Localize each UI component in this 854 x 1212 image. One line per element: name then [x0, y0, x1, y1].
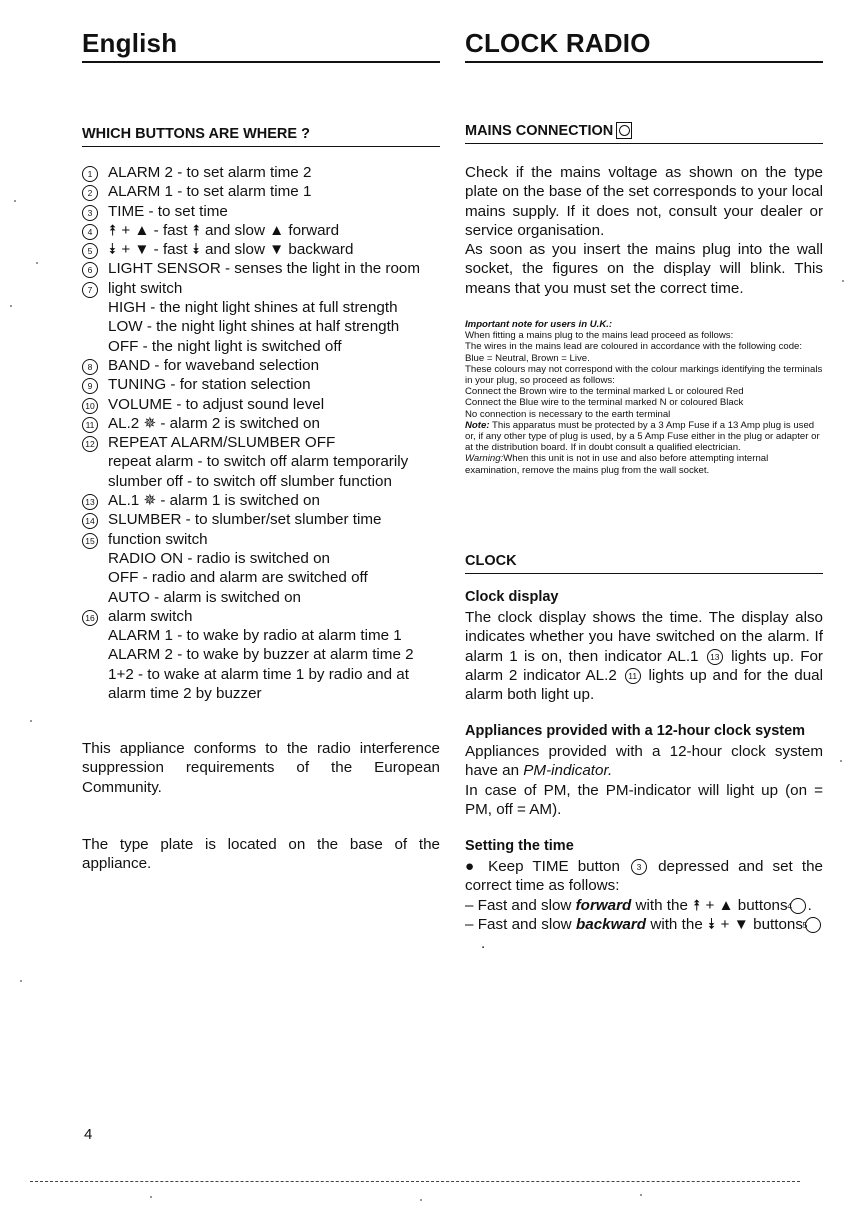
- item-number-circle: 7: [82, 282, 98, 298]
- item-label: ALARM 2 - to set alarm time 2: [108, 164, 312, 181]
- button-list-item: [82, 375, 442, 394]
- item-detail: AUTO - alarm is switched on: [108, 588, 301, 606]
- page-number: 4: [84, 1126, 93, 1143]
- clock-display-text: lights up. For alarm 2 indicator AL.2: [465, 647, 823, 684]
- mains-section-heading: [465, 122, 823, 144]
- uk-note: [465, 319, 823, 476]
- scan-speck: [14, 200, 16, 202]
- button-list-item: [82, 491, 442, 510]
- item-label: TUNING - for station selection: [108, 376, 311, 394]
- item-number-circle: 4: [82, 224, 98, 240]
- interference-paragraph: This appliance conforms to the radio interference suppression requirements of the European Community.: [82, 740, 440, 796]
- item-number-circle: 12: [82, 436, 98, 452]
- button-list-item: [82, 259, 442, 278]
- uk-note-title: Important note for users in U.K.:: [465, 319, 613, 330]
- forward-term: forward: [575, 897, 632, 914]
- button-list-item: [82, 221, 442, 240]
- button-list-item: [82, 163, 442, 182]
- mains-plug-icon: [616, 122, 632, 139]
- clock-section-heading: CLOCK: [465, 553, 823, 574]
- item-label: VOLUME - to adjust sound level: [108, 395, 325, 413]
- item-label: ALARM 1 - to set alarm time 1: [108, 183, 312, 201]
- scan-speck: [640, 1194, 642, 1196]
- button-list-item: [82, 433, 442, 491]
- item-label: ⯭ + ▲ - fast ⯭ and slow ▲ forward: [108, 221, 340, 239]
- item-detail: OFF - radio and alarm are switched off: [108, 569, 368, 587]
- uk-note-line: Connect the Blue wire to the terminal marked N or coloured Black: [465, 397, 744, 409]
- setting-text: Keep TIME button: [488, 858, 620, 875]
- setting-text: with the ⯭ + ▲ buttons: [635, 897, 788, 914]
- twelve-hour-paragraph-2: In case of PM, the PM-indicator will light up (on = PM, off = AM).: [465, 782, 823, 819]
- item-number-circle: 6: [82, 262, 98, 278]
- mains-paragraph-1: Check if the mains voltage as shown on the type plate on the base of the set corresponds to your local mains supply. If it does not, consult your dealer or service organisation.: [465, 164, 823, 239]
- scan-speck: [20, 980, 22, 982]
- button-list-item: [82, 530, 442, 607]
- setting-time-step: [465, 857, 823, 896]
- item-detail: 1+2 - to wake at alarm time 1 by radio and at alarm time 2 by buzzer: [108, 665, 409, 703]
- setting-text: Fast and slow: [477, 916, 572, 933]
- setting-text: with the ⯯ + ▼ buttons: [650, 916, 803, 933]
- setting-forward-step: – Fast and slow forward with the ⯭ + ▲ buttons4 .: [465, 897, 812, 914]
- uk-note-line: The wires in the mains lead are coloured in accordance with the following code: Blue = Neutral, Brown = Live.: [465, 341, 803, 364]
- uk-note-warning: [465, 453, 823, 475]
- clock-display-paragraph: [465, 608, 823, 704]
- item-detail: OFF - the night light is switched off: [108, 337, 342, 355]
- uk-warning-text: When this unit is not in use and also before attempting internal examination, remove the mains plug from the wall socket.: [465, 453, 769, 476]
- item-label: REPEAT ALARM/SLUMBER OFF: [108, 434, 336, 452]
- uk-note-line: When fitting a mains plug to the mains lead proceed as follows:: [465, 330, 734, 342]
- item-label: light switch: [108, 279, 183, 297]
- ref-number: 4: [790, 898, 806, 914]
- uk-note-line: These colours may not correspond with the colour markings identifying the terminals in your plug, so proceed as follows:: [465, 363, 823, 387]
- item-number-circle: 11: [82, 417, 98, 433]
- item-label: function switch: [108, 530, 208, 548]
- clock-display-heading: Clock display: [465, 589, 559, 605]
- page-title: CLOCK RADIO: [465, 28, 823, 63]
- uk-note-line: Connect the Brown wire to the terminal marked L or coloured Red: [465, 386, 744, 398]
- footer-rule: [30, 1181, 800, 1182]
- dash: –: [465, 916, 478, 933]
- item-number-circle: 16: [82, 610, 98, 626]
- clock-display-text: The clock display shows the time. The display also indicates whether you have switched on the alarm. If alarm 1 is on, then indicator AL.1: [465, 609, 823, 665]
- button-list: [82, 163, 442, 703]
- item-detail: ALARM 2 - to wake by buzzer at alarm time 2: [108, 646, 414, 664]
- bullet-icon: ●: [465, 858, 480, 875]
- button-list-item: [82, 395, 442, 414]
- item-detail: RADIO ON - radio is switched on: [108, 549, 330, 567]
- item-label: TIME - to set time: [108, 202, 228, 220]
- item-label: AL.1 ✵ - alarm 1 is switched on: [108, 492, 320, 510]
- setting-time-heading: Setting the time: [465, 838, 574, 854]
- button-list-item: [82, 182, 442, 201]
- scan-speck: [842, 280, 844, 282]
- item-number-circle: 1: [82, 166, 98, 182]
- clock-display-text: lights up and for the dual alarm both light up.: [465, 666, 823, 704]
- item-label: AL.2 ✵ - alarm 2 is switched on: [108, 414, 320, 432]
- item-label: SLUMBER - to slumber/set slumber time: [108, 511, 382, 529]
- button-list-item: [82, 607, 442, 703]
- mains-heading-label: MAINS CONNECTION: [465, 123, 614, 139]
- item-number-circle: 15: [82, 533, 98, 549]
- item-label: LIGHT SENSOR - senses the light in the room: [108, 260, 421, 278]
- scan-speck: [150, 1196, 152, 1198]
- buttons-section-heading: WHICH BUTTONS ARE WHERE ?: [82, 126, 440, 147]
- item-detail: ALARM 1 - to wake by radio at alarm time 1: [108, 627, 402, 645]
- item-number-circle: 5: [82, 243, 98, 259]
- uk-note-fuse: [465, 420, 823, 454]
- button-list-item: [82, 356, 442, 375]
- uk-note-line: No connection is necessary to the earth terminal: [465, 408, 671, 420]
- scan-speck: [30, 720, 32, 722]
- backward-term: backward: [575, 916, 647, 933]
- button-list-item: [82, 279, 442, 356]
- ref-number: 11: [625, 668, 641, 684]
- scan-speck: [36, 262, 38, 264]
- twelve-hour-paragraph: [465, 742, 823, 781]
- setting-backward-step: – Fast and slow backward with the ⯯ + ▼ buttons5.: [465, 915, 823, 954]
- button-list-item: [82, 510, 442, 529]
- item-number-circle: 8: [82, 359, 98, 375]
- page-language-heading: English: [82, 28, 440, 63]
- mains-paragraph-2: As soon as you insert the mains plug into the wall socket, the figures on the display will blink. This means that you must set the correct time.: [465, 241, 823, 297]
- uk-note-label: Note:: [465, 419, 490, 431]
- setting-text: depressed and set the correct time as follows:: [465, 858, 823, 895]
- scan-speck: [420, 1199, 422, 1201]
- item-detail: repeat alarm - to switch off alarm temporarily: [108, 453, 409, 471]
- item-number-circle: 9: [82, 378, 98, 394]
- twelve-hour-heading: Appliances provided with a 12-hour clock system: [465, 723, 806, 739]
- setting-text: Fast and slow: [477, 897, 572, 914]
- dash: –: [465, 897, 478, 914]
- item-label: BAND - for waveband selection: [108, 356, 320, 374]
- button-list-item: [82, 414, 442, 433]
- item-number-circle: 10: [82, 398, 98, 414]
- pm-indicator-term: PM-indicator.: [523, 762, 613, 780]
- item-detail: LOW - the night light shines at half strength: [108, 318, 400, 336]
- item-number-circle: 2: [82, 185, 98, 201]
- item-number-circle: 14: [82, 513, 98, 529]
- item-detail: HIGH - the night light shines at full strength: [108, 299, 398, 317]
- item-label: ⯯ + ▼ - fast ⯯ and slow ▼ backward: [108, 241, 354, 259]
- uk-warning-label: Warning:: [465, 453, 504, 465]
- ref-number: 3: [631, 859, 647, 875]
- item-label: alarm switch: [108, 607, 193, 625]
- type-plate-paragraph: The type plate is located on the base of the appliance.: [82, 836, 440, 873]
- ref-number: 13: [707, 649, 723, 665]
- item-number-circle: 13: [82, 494, 98, 510]
- ref-number: 5: [805, 917, 821, 933]
- item-number-circle: 3: [82, 205, 98, 221]
- button-list-item: [82, 240, 442, 259]
- uk-note-fuse-text: This apparatus must be protected by a 3 Amp Fuse if a 13 Amp plug is used or, if any other type of plug is used, by a 5 Amp Fuse either in the plug or adapter or at the distribution board. If in doubt consult a qualified electrician.: [465, 419, 820, 454]
- scan-speck: [840, 760, 842, 762]
- scan-speck: [10, 305, 12, 307]
- button-list-item: [82, 202, 442, 221]
- twelve-hour-text: Appliances provided with a 12-hour clock system have an: [465, 743, 823, 780]
- item-detail: slumber off - to switch off slumber function: [108, 472, 392, 490]
